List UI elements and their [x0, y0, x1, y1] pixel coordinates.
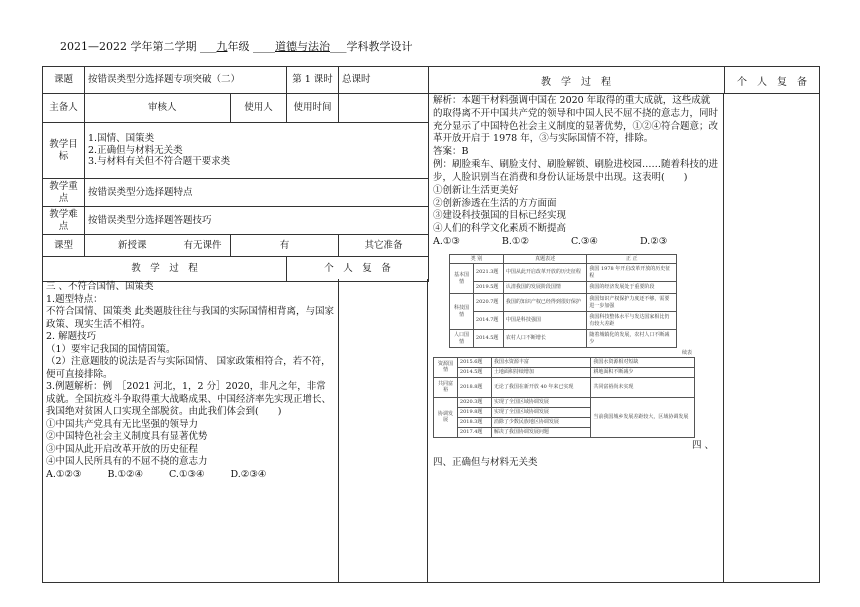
choice: A.①③: [433, 235, 460, 247]
table-cell: 共同富裕: [434, 377, 458, 397]
table-cell: 2017.4题: [457, 427, 491, 437]
table-header-cell: 真题表述: [503, 254, 587, 263]
table-cell: 科技国情: [450, 294, 474, 330]
right-process-content: [428, 93, 724, 582]
table-cell: 2014.5题: [457, 367, 491, 377]
goal-item: 2.正确但与材料无关类: [88, 144, 183, 156]
choice: B.①②④: [107, 468, 143, 480]
goal-item: 1.国情、国策类: [88, 132, 155, 144]
paragraph: 2. 解题技巧: [46, 331, 97, 343]
use-time-label: 使用时间: [287, 94, 339, 123]
choice: C.①③④: [169, 468, 205, 480]
table-cell: 2014.5题: [473, 330, 503, 348]
type-cell: [85, 235, 231, 257]
table-row: [450, 294, 677, 312]
preparer-label: 主备人: [43, 94, 85, 123]
table-row: [434, 367, 695, 377]
other-prep-label: 其它准备: [339, 235, 429, 257]
table-cell: 共同富裕尚未实现: [591, 377, 695, 397]
choice: D.②③④: [230, 468, 267, 480]
table-cell: 解决了我国协调发展问题: [491, 427, 591, 437]
type-value: 新授课: [118, 239, 147, 251]
difficulty-content: 按错误类型分选择题答题技巧: [85, 207, 429, 235]
section-title: 三 、不符合国情、国策类: [46, 281, 154, 292]
process-heading-right: 教 学 过 程: [428, 67, 725, 94]
paragraph: （2）注意题肢的说法是否与实际国情、 国家政策相符合，若不符，便可直接排除。: [46, 356, 331, 380]
option-item: ③建设科技强国的目标已经实现: [433, 210, 567, 222]
type-label: 课型: [43, 235, 85, 257]
section-title: 四、正确但与材料无关类: [433, 456, 538, 468]
subject-blank: ____: [253, 40, 275, 53]
grade-blank: ___: [200, 40, 217, 53]
table-cell: 消除了少数民族地区协调发展: [491, 417, 591, 427]
table-cell: 我国水资源丰富: [491, 357, 591, 367]
table-cell: 2018.8题: [457, 377, 491, 397]
table-cell: 我国水资源相对短缺: [591, 357, 695, 367]
left-process-body: [42, 279, 428, 583]
choice: B.①②: [501, 235, 529, 247]
table-cell: 实现了全国区域协调发展: [491, 407, 591, 417]
answer: 答案：B: [433, 146, 469, 158]
table-cell: 2019.8题: [457, 407, 491, 417]
user-label: 使用人: [231, 94, 287, 123]
option-item: ①创新让生活更美好: [433, 184, 519, 196]
reviewer-cell: [85, 94, 231, 123]
answer-choices: [46, 469, 335, 482]
table-row: [434, 357, 695, 367]
table-cell: 2019.5题: [473, 282, 503, 294]
choice: C.③④: [570, 235, 598, 247]
grade: 九: [216, 40, 228, 53]
table-cell: 资源国情: [434, 357, 458, 377]
section-marker: 四 、: [691, 439, 714, 451]
table-header-cell: 类 别: [450, 254, 504, 263]
example-question: 3.例题解析：例 ［2021 河北，1，2 分］2020，非凡之年，非常成就。全国抗疫斗争取得重大战略成果、中国经济率先实现正增长、我国绝对贫困人口实现全部脱贫。由此我们体会到( ): [46, 381, 332, 418]
option-item: ②中国特色社会主义制度具有显著优势: [46, 431, 208, 443]
table-cell: 2018.3题: [457, 417, 491, 427]
table-cell: 2014.7题: [473, 312, 503, 330]
option-item: ④人们的科学文化素质不断提高: [433, 223, 567, 235]
difficulty-label: 教学难点: [43, 207, 85, 235]
goals: [85, 123, 429, 179]
courseware-value: 有: [231, 235, 339, 257]
table-cell: 2015.6题: [457, 357, 491, 367]
continued-table: [433, 357, 695, 438]
period: 第 1 课时: [287, 67, 339, 94]
page-header: [60, 38, 413, 54]
option-item: ①中国共产党具有无比坚强的领导力: [46, 418, 199, 430]
table-row: [434, 377, 695, 397]
grade-suffix: 年级: [227, 40, 250, 53]
key-content: 按错误类型分选择题特点: [85, 179, 429, 207]
table-header-cell: 正 正: [587, 254, 677, 263]
table-cell: 我国科技整体水平与发达国家相比仍有较大差距: [587, 312, 677, 330]
continued-label: 续表: [681, 350, 692, 356]
right-process-body: [428, 93, 820, 583]
table-cell: 我国的经济发展处于重要阶段: [587, 282, 677, 294]
reviewer-label: 审核人: [148, 102, 177, 114]
table-cell: 中国从此开启改革开放的历史征程: [503, 264, 587, 282]
table-row: [450, 330, 677, 348]
example-question: 例：刷脸乘车、刷脸支付、刷脸解锁、刷脸进校园……随着科技的进步，人脸识别当在消费和身份认证场景中出现。这表明( ): [433, 159, 719, 183]
left-process-content: [43, 279, 339, 582]
answer-choices: [433, 236, 718, 249]
table-cell: 2020.3题: [457, 397, 491, 407]
paragraph: 1.题型特点：: [46, 293, 103, 305]
option-item: ③中国从此开启改革开放的历史征程: [46, 443, 199, 455]
table-cell: 耕地面积不断减少: [591, 367, 695, 377]
table-row: [434, 397, 695, 407]
table-cell: 实现了全国区域协调发展: [491, 397, 591, 407]
process-heading-left: 教 学 过 程: [43, 257, 287, 282]
table-cell: 我国知识产权保护力度还不够，需要进一步加强: [587, 294, 677, 312]
analysis: 解析：本题干材料强调中国在 2020 年取得的重大成就，这些成就的取得离不开中国共产党的领导和中国人民不屈不挠的意志力，同时充分显示了中国特色社会主义制度的显著优势，①②④符合题意；改革开放开启于 1978 年，③与实际国情不符，排除。: [433, 95, 719, 145]
table-cell: 当前我国城乡发展差距较大，区域协调发展: [591, 397, 695, 437]
national-conditions-table: [449, 254, 677, 348]
topic-label: 课题: [43, 67, 85, 94]
table-cell: 2021.3题: [473, 264, 503, 282]
option-item: ②创新渗透在生活的方方面面: [433, 197, 557, 209]
table-cell: 农村人口不断增长: [503, 330, 587, 348]
goal-item: 3.与材料有关但不符合题干要求类: [88, 156, 231, 168]
table-row: [450, 282, 677, 294]
review-heading-left: 个 人 复 备: [287, 257, 429, 282]
lesson-meta-table: [42, 66, 429, 282]
table-cell: 认清我国的发展阶段国情: [503, 282, 587, 294]
table-cell: 人口国情: [450, 330, 474, 348]
table-cell: 我国 1978 年开启改革开放的历史征程: [587, 264, 677, 282]
table-cell: 2020.7题: [473, 294, 503, 312]
choice: D.②③: [639, 235, 668, 247]
table-cell: 基本国情: [450, 264, 474, 294]
review-heading-right: 个 人 复 备: [737, 77, 807, 88]
option-item: ④中国人民所具有的不屈不挠的意志力: [46, 456, 208, 468]
use-time-value: [339, 94, 429, 123]
table-row: [450, 264, 677, 282]
paragraph: （1）要牢记我国的国情国策。: [46, 343, 176, 355]
table-cell: 无论了我国在新开放 40 年来已实现: [491, 377, 591, 397]
total-periods-label: 总课时: [339, 67, 429, 94]
school-year: 2021—2022 学年第二学期: [60, 40, 197, 53]
subject: 道德与法治: [275, 40, 330, 53]
courseware-label: 有无课件: [183, 239, 222, 251]
topic: 按错误类型分选择题专项突破（二）: [85, 67, 287, 94]
table-row: [450, 312, 677, 330]
table-cell: 协调发展: [434, 397, 458, 437]
right-header: [428, 66, 820, 94]
table-cell: 随着城镇化的发展，农村人口不断减少: [587, 330, 677, 348]
paragraph: 不符合国情、国策类 此类题肢往往与我国的实际国情相背离，与国家政策、现实生活不相符。: [46, 306, 335, 330]
goals-label: 教学目标: [43, 123, 85, 179]
table-cell: 中国是科技强国: [503, 312, 587, 330]
key-label: 教学重点: [43, 179, 85, 207]
table-cell: 土地面积持续增加: [491, 367, 591, 377]
table-cell: 我国的知识产权已经得到很好保护: [503, 294, 587, 312]
subject-suffix: ___学科教学设计: [330, 40, 413, 53]
choice: A.①②③: [46, 468, 82, 480]
